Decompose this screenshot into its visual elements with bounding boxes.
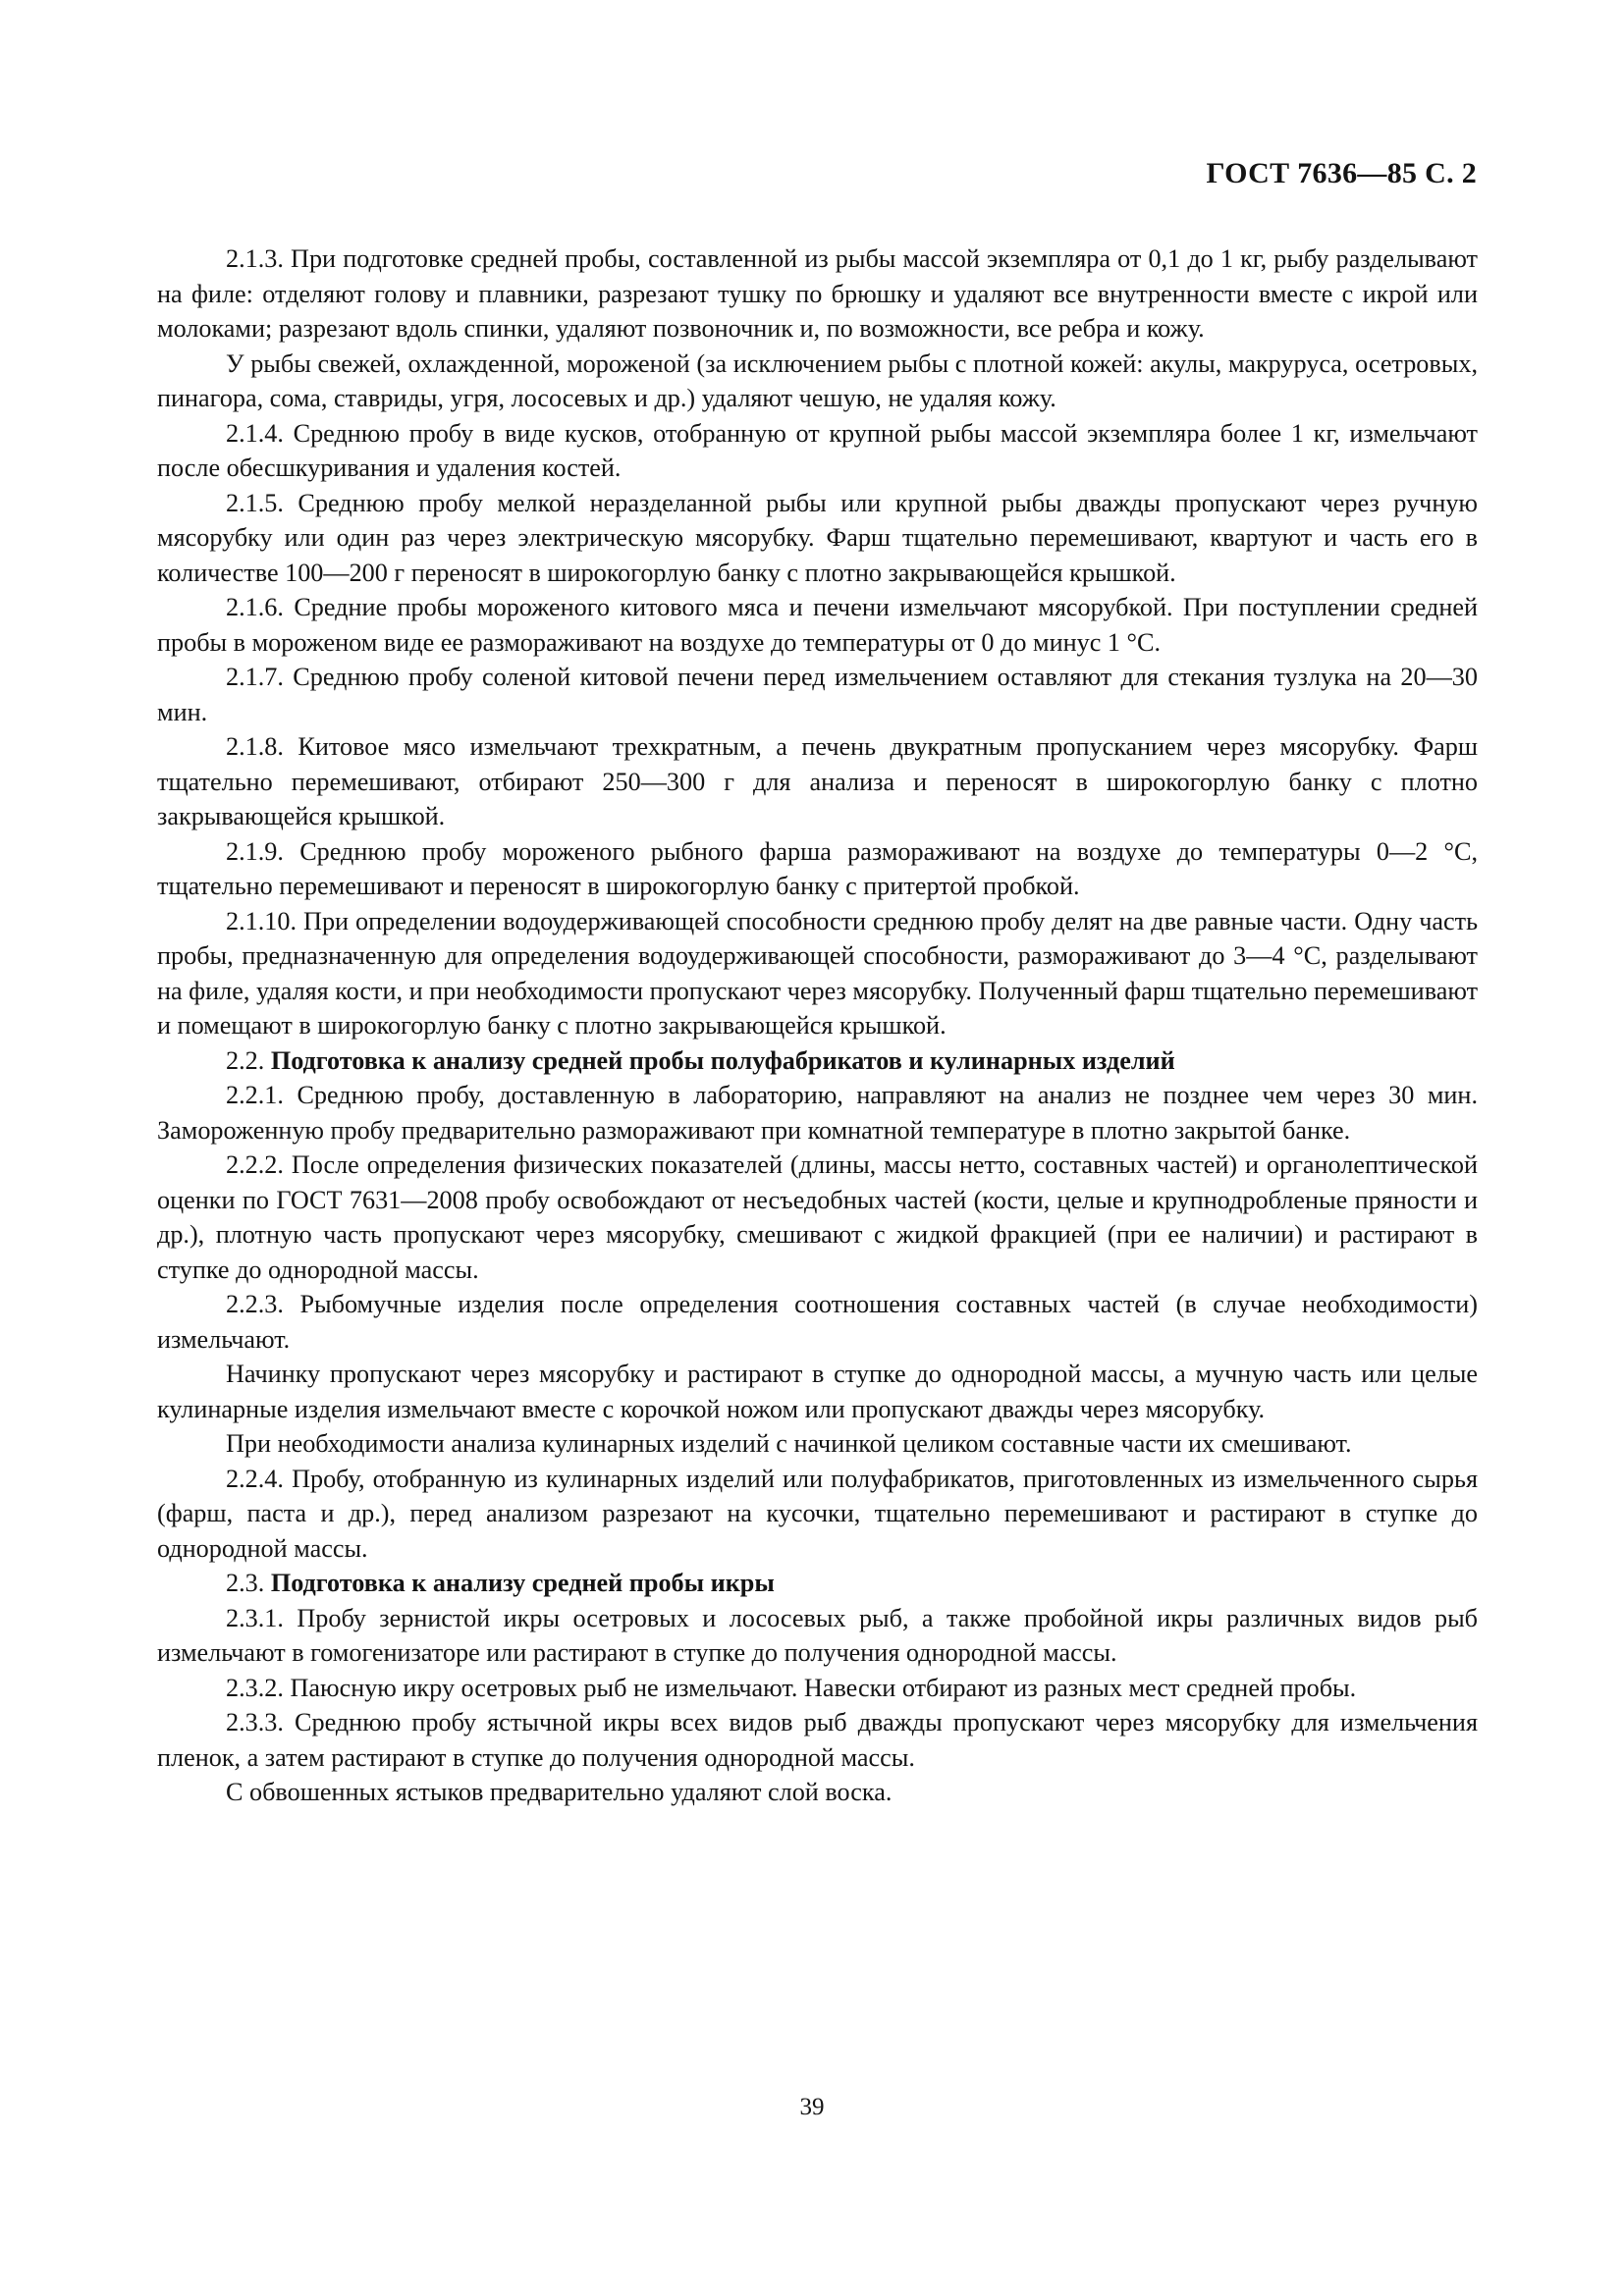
paragraph (157, 1287, 1478, 1357)
clause-number: 2.3.3. (226, 1708, 284, 1736)
paragraph (157, 241, 1478, 347)
paragraph (157, 1462, 1478, 1567)
paragraph (157, 1775, 1478, 1810)
paragraph-text: Среднюю пробу, доставленную в лабораторию, направляют на анализ не позднее чем через 30 мин. Замороженную пробу предварительно размораживают при комнатной температуре в плотно закрытой банке. (157, 1081, 1478, 1145)
clause-number: 2.1.9. (226, 836, 284, 866)
clause-number: 2.1.7. (226, 663, 284, 691)
clause-number: 2.1.10. (226, 906, 298, 935)
section-heading (157, 1566, 1478, 1601)
paragraph-text: Рыбомучные изделия после определения соотношения составных частей (в случае необходимости) измельчают. (157, 1290, 1478, 1354)
clause-number: 2.3.1. (226, 1603, 284, 1632)
paragraph (157, 590, 1478, 660)
paragraph-text: Пробу зернистой икры осетровых и лососевых рыб, а также пробойной икры различных видов рыб измельчают в гомогенизаторе или растирают в ступке до получения однородной массы. (157, 1603, 1478, 1667)
clause-number: 2.1.4. (226, 418, 284, 448)
clause-number: 2.3.2. (226, 1673, 284, 1702)
paragraph-text: Среднюю пробу в виде кусков, отобранную от крупной рыбы массой экземпляра более 1 кг, измельчают после обесшкуривания и удаления костей. (157, 418, 1478, 482)
paragraph (157, 1671, 1478, 1706)
paragraph (157, 347, 1478, 416)
clause-number: 2.2.2. (226, 1150, 284, 1179)
heading-text: Подготовка к анализу средней пробы полуфабрикатов и кулинарных изделий (270, 1045, 1175, 1075)
paragraph-text: При определении водоудерживающей способности среднюю пробу делят на две равные части. Одну часть пробы, предназначенную для определения водоудерживающей способности, размораживают до 3—4 °С, разделывают на филе, удаляя кости, и при необходимости пропускают через мясорубку. Полученный фарш тщательно перемешивают и помещают в широкогорлую банку с плотно закрывающейся крышкой. (157, 906, 1479, 1040)
paragraph (157, 486, 1478, 591)
paragraph (157, 1078, 1478, 1148)
paragraph-text: Китовое мясо измельчают трехкратным, а печень двукратным пропусканием через мясорубку. Фарш тщательно перемешивают, отбирают 250—300 г для анализа и переносят в широкогорлую банку с плотно закрывающейся крышкой. (157, 732, 1479, 830)
clause-number: 2.1.5. (226, 488, 284, 517)
paragraph-text: Среднюю пробу ястычной икры всех видов рыб дважды пропускают через мясорубку для измельчения пленок, а затем растирают в ступке до получения однородной массы. (157, 1708, 1478, 1772)
clause-number: 2.1.8. (226, 732, 284, 761)
clause-number: 2.1.3. (226, 244, 284, 273)
paragraph (157, 904, 1478, 1043)
paragraph-text: Паюсную икру осетровых рыб не измельчают. Навески отбирают из разных мест средней пробы. (290, 1673, 1357, 1702)
clause-number: 2.2.3. (226, 1290, 284, 1318)
paragraph-text: Среднюю пробу мороженого рыбного фарша размораживают на воздухе до температуры 0—2 °С, тщательно перемешивают и переносят в широкогорлую банку с притертой пробкой. (157, 836, 1478, 900)
clause-number: 2.3. (226, 1569, 265, 1597)
clause-number: 2.2.1. (226, 1081, 284, 1109)
section-heading (157, 1043, 1478, 1079)
paragraph (157, 416, 1478, 486)
paragraph (157, 1601, 1478, 1671)
paragraph (157, 1426, 1478, 1462)
clause-number: 2.2.4. (226, 1464, 284, 1493)
clause-number: 2.1.6. (226, 593, 284, 621)
page-number: 39 (799, 2094, 825, 2120)
paragraph-text: Среднюю пробу мелкой неразделанной рыбы или крупной рыбы дважды пропускают через ручную мясорубку или один раз через электрическую мясорубку. Фарш тщательно перемешивают, квартуют и часть его в количестве 100—200 г переносят в широкогорлую банку с плотно закрывающейся крышкой. (157, 488, 1478, 587)
paragraph (157, 1148, 1478, 1287)
clause-number: 2.2. (226, 1045, 265, 1075)
paragraph-text: У рыбы свежей, охлажденной, мороженой (за исключением рыбы с плотной кожей: акулы, макруруса, осетровых, пинагора, сома, ставриды, угря, лососевых и др.) удаляют чешую, не удаляя кожу. (157, 348, 1478, 412)
paragraph-text: С обвошенных ястыков предварительно удаляют слой воска. (226, 1778, 893, 1806)
paragraph-text: Начинку пропускают через мясорубку и растирают в ступке до однородной массы, а мучную часть или целые кулинарные изделия измельчают вместе с корочкой ножом или пропускают дважды через мясорубку. (157, 1360, 1478, 1423)
paragraph-text: Средние пробы мороженого китового мяса и печени измельчают мясорубкой. При поступлении средней пробы в мороженом виде ее размораживают на воздухе до температуры от 0 до минус 1 °С. (157, 593, 1479, 657)
paragraph (157, 1705, 1478, 1775)
page-header: ГОСТ 7636—85 С. 2 (1206, 157, 1477, 189)
paragraph (157, 729, 1478, 834)
paragraph-text: После определения физических показателей (длины, массы нетто, составных частей) и органолептической оценки по ГОСТ 7631—2008 пробу освобождают от несъедобных частей (кости, целые и крупнодробленые пряности и др.), плотную часть пропускают через мясорубку, смешивают с жидкой фракцией (при ее наличии) и растирают в ступке до однородной массы. (157, 1150, 1478, 1284)
paragraph (157, 660, 1478, 729)
paragraph (157, 834, 1478, 904)
heading-text: Подготовка к анализу средней пробы икры (270, 1569, 775, 1597)
paragraph-text: При необходимости анализа кулинарных изделий с начинкой целиком составные части их смешивают. (226, 1429, 1352, 1458)
paragraph-text: Пробу, отобранную из кулинарных изделий или полуфабрикатов, приготовленных из измельченного сырья (фарш, паста и др.), перед анализом разрезают на кусочки, тщательно перемешивают и растирают в ступке до однородной массы. (157, 1464, 1478, 1563)
document-body (157, 241, 1478, 1810)
paragraph-text: При подготовке средней пробы, составленной из рыбы массой экземпляра от 0,1 до 1 кг, рыбу разделывают на филе: отделяют голову и плавники, разрезают тушку по брюшку и удаляют все внутренности вместе с икрой или молоками; разрезают вдоль спинки, удаляют позвоночник и, по возможности, все ребра и кожу. (157, 244, 1478, 343)
paragraph (157, 1357, 1478, 1426)
paragraph-text: Среднюю пробу соленой китовой печени перед измельчением оставляют для стекания тузлука на 20—30 мин. (157, 663, 1478, 726)
